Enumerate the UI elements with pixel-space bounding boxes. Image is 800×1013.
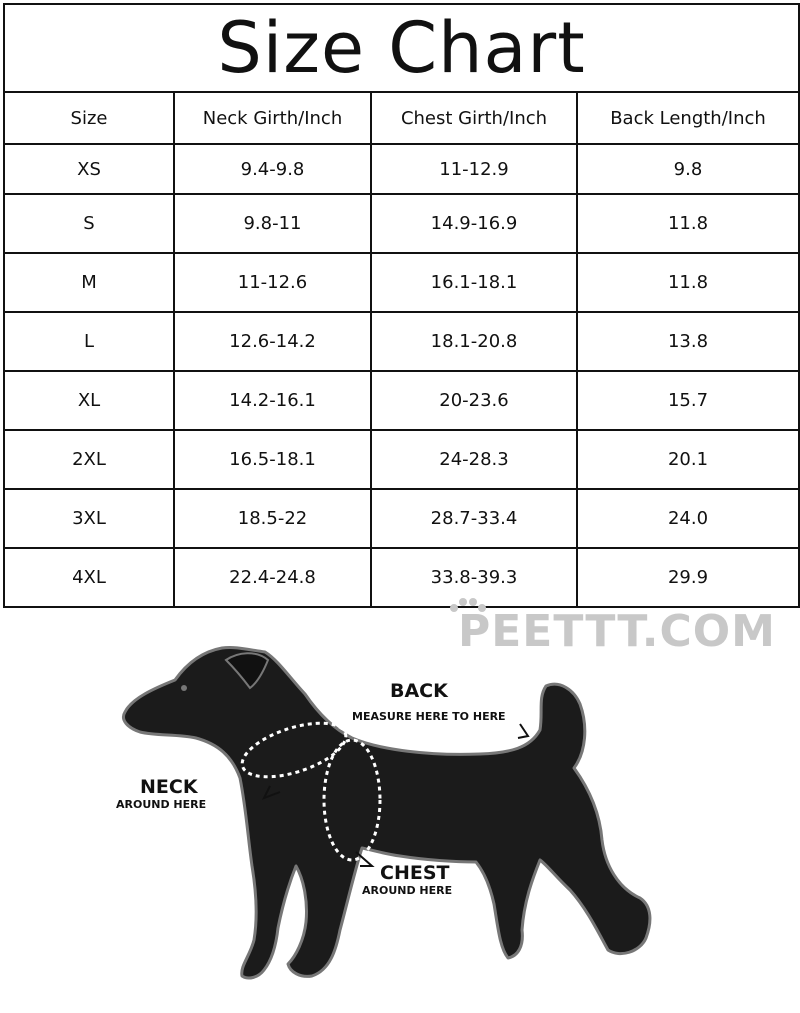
cell-neck: 11-12.6 xyxy=(174,253,371,312)
cell-neck: 18.5-22 xyxy=(174,489,371,548)
header-chest-girth: Chest Girth/Inch xyxy=(371,92,577,144)
page-title: Size Chart xyxy=(4,4,799,92)
table-row xyxy=(4,194,799,253)
cell-chest: 16.1-18.1 xyxy=(371,253,577,312)
back-note: MEASURE HERE TO HERE xyxy=(352,710,506,723)
chest-note: AROUND HERE xyxy=(362,884,453,897)
cell-chest: 24-28.3 xyxy=(371,430,577,489)
cell-size: XS xyxy=(4,144,174,194)
cell-chest: 20-23.6 xyxy=(371,371,577,430)
cell-size: M xyxy=(4,253,174,312)
size-chart-table xyxy=(3,3,800,608)
table-row xyxy=(4,144,799,194)
cell-back: 13.8 xyxy=(577,312,799,371)
header-row xyxy=(4,92,799,144)
cell-size: 2XL xyxy=(4,430,174,489)
header-back-length: Back Length/Inch xyxy=(577,92,799,144)
cell-neck: 14.2-16.1 xyxy=(174,371,371,430)
cell-neck: 9.4-9.8 xyxy=(174,144,371,194)
cell-chest: 18.1-20.8 xyxy=(371,312,577,371)
cell-chest: 33.8-39.3 xyxy=(371,548,577,607)
neck-label: NECK xyxy=(140,776,198,798)
cell-neck: 22.4-24.8 xyxy=(174,548,371,607)
cell-size: 3XL xyxy=(4,489,174,548)
cell-back: 9.8 xyxy=(577,144,799,194)
cell-size: S xyxy=(4,194,174,253)
cell-back: 20.1 xyxy=(577,430,799,489)
cell-neck: 16.5-18.1 xyxy=(174,430,371,489)
cell-chest: 28.7-33.4 xyxy=(371,489,577,548)
header-neck-girth: Neck Girth/Inch xyxy=(174,92,371,144)
cell-back: 11.8 xyxy=(577,194,799,253)
cell-neck: 12.6-14.2 xyxy=(174,312,371,371)
cell-back: 15.7 xyxy=(577,371,799,430)
header-size: Size xyxy=(4,92,174,144)
cell-size: L xyxy=(4,312,174,371)
table-row xyxy=(4,430,799,489)
chest-label: CHEST xyxy=(380,862,450,884)
cell-chest: 14.9-16.9 xyxy=(371,194,577,253)
cell-back: 11.8 xyxy=(577,253,799,312)
cell-chest: 11-12.9 xyxy=(371,144,577,194)
cell-back: 24.0 xyxy=(577,489,799,548)
neck-note: AROUND HERE xyxy=(116,798,207,811)
back-label: BACK xyxy=(390,680,448,702)
table-row xyxy=(4,371,799,430)
cell-neck: 9.8-11 xyxy=(174,194,371,253)
dog-measurement-diagram xyxy=(100,640,700,1010)
cell-size: 4XL xyxy=(4,548,174,607)
watermark-text: PEETTT.COM xyxy=(458,606,776,657)
cell-size: XL xyxy=(4,371,174,430)
table-row xyxy=(4,253,799,312)
cell-back: 29.9 xyxy=(577,548,799,607)
table-row xyxy=(4,489,799,548)
table-row xyxy=(4,312,799,371)
